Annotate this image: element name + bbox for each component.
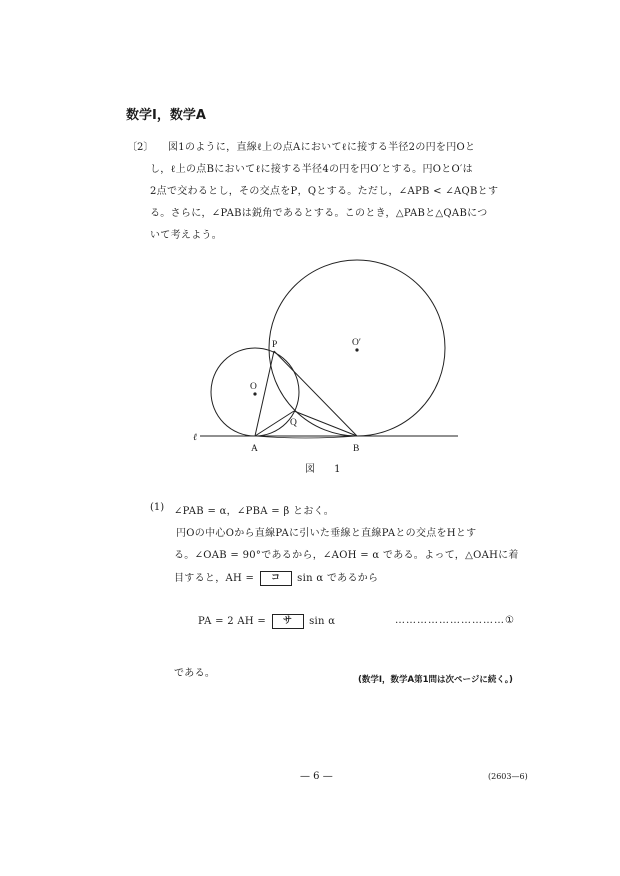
equation-number bbox=[395, 615, 515, 626]
center-o-dot bbox=[253, 392, 256, 395]
figure-1 bbox=[185, 250, 475, 465]
label-a: A bbox=[251, 444, 258, 454]
segment-aq bbox=[255, 411, 294, 436]
equation-pa bbox=[198, 614, 335, 629]
sub1-line-4-post: sin α であるから bbox=[297, 573, 379, 584]
label-o-prime: O′ bbox=[352, 338, 361, 348]
sub1-end: である。 bbox=[174, 668, 216, 679]
equation-post: sin α bbox=[309, 616, 336, 627]
answer-box-sa[interactable]: サ bbox=[272, 614, 304, 629]
equation-circled-one: ① bbox=[505, 615, 515, 626]
sub1-line-4 bbox=[174, 569, 378, 586]
page-title: 数学Ⅰ，数学A bbox=[126, 108, 206, 123]
label-p: P bbox=[272, 340, 278, 350]
problem-line-1: 図1のように，直線ℓ上の点Aにおいてℓに接する半径2の円を円Oと bbox=[168, 142, 476, 153]
sub1-number: (1) bbox=[150, 502, 165, 513]
problem-line-5: いて考えよう。 bbox=[150, 230, 223, 241]
sub1-line-3: る。∠OAB = 90°であるから，∠AOH = α である。よって，△OAHに着 bbox=[174, 550, 519, 561]
page-code: (2603—6) bbox=[488, 772, 528, 781]
sub1-line-1: ∠PAB = α，∠PBA = β とおく。 bbox=[174, 506, 335, 517]
label-o: O bbox=[250, 382, 257, 392]
equation-pre: PA = 2 AH = bbox=[198, 616, 267, 627]
center-o-prime-dot bbox=[355, 348, 358, 351]
answer-box-ko[interactable]: コ bbox=[260, 571, 292, 586]
equation-dots: ………………………… bbox=[395, 615, 505, 626]
problem-line-4: る。さらに，∠PABは鋭角であるとする。このとき，△PABと△QABにつ bbox=[150, 208, 488, 219]
label-l: ℓ bbox=[193, 433, 197, 443]
problem-line-3: 2点で交わるとし，その交点をP，Qとする。ただし，∠APB < ∠AQBとす bbox=[150, 186, 499, 197]
segment-qb bbox=[294, 411, 357, 436]
page-number: — 6 — bbox=[300, 771, 333, 782]
segment-ap bbox=[255, 351, 274, 436]
figure-caption: 図 1 bbox=[305, 464, 349, 475]
label-q: Q bbox=[290, 418, 297, 428]
continuation-note: (数学Ⅰ，数学A第1問は次ページに続く。) bbox=[358, 675, 513, 685]
problem-number: 〔2〕 bbox=[127, 142, 154, 153]
label-b: B bbox=[353, 444, 360, 454]
sub1-line-4-pre: 目すると，AH = bbox=[174, 573, 255, 584]
circle-o bbox=[211, 348, 299, 436]
sub1-line-2: 円Oの中心Oから直線PAに引いた垂線と直線PAとの交点をHとす bbox=[176, 528, 477, 539]
problem-line-2: し，ℓ上の点Bにおいてℓに接する半径4の円を円O′とする。円OとO′は bbox=[150, 164, 473, 175]
